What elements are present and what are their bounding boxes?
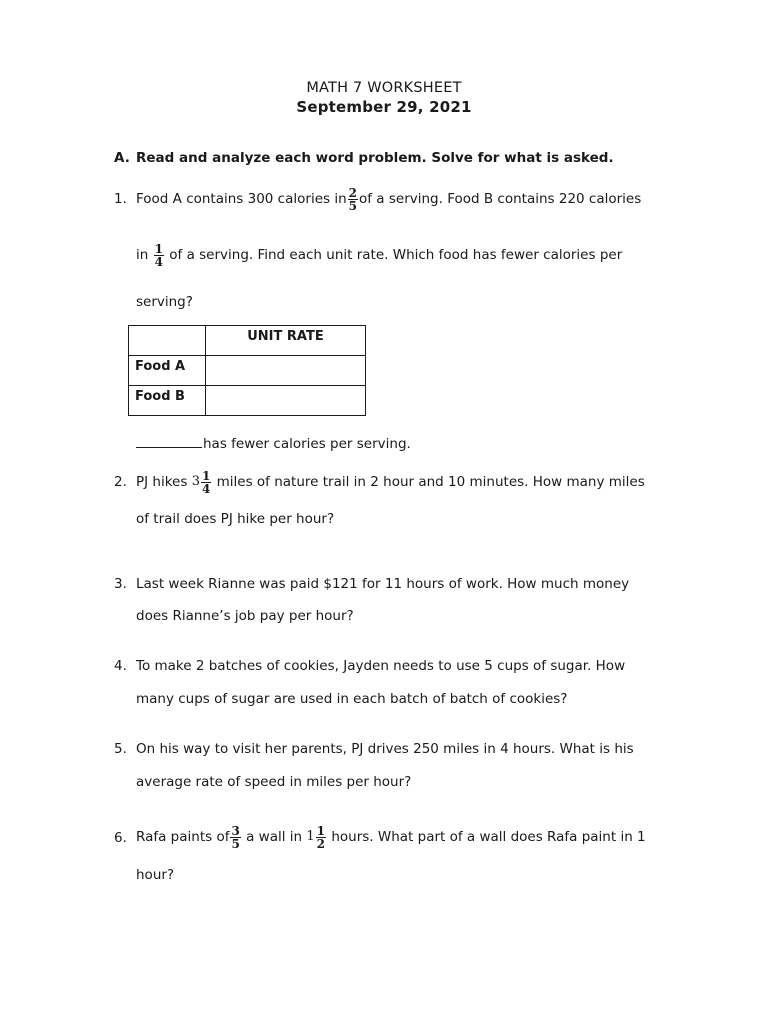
- q2-fraction-one-fourth: [201, 470, 211, 495]
- q4-line2: many cups of sugar are used in each batch of batch of cookies?: [136, 691, 568, 707]
- worksheet-title: MATH 7 WORKSHEET: [306, 80, 462, 96]
- q1-number: 1.: [114, 191, 127, 207]
- fraction-numerator: 1: [316, 823, 326, 838]
- fraction-denominator: 2: [316, 836, 326, 851]
- q1-line3: serving?: [136, 294, 193, 310]
- fraction-denominator: 5: [348, 198, 357, 213]
- q6-line1-text-b: a wall in: [246, 829, 303, 845]
- q6-whole-number: 1: [306, 829, 315, 844]
- unit-rate-table: [128, 325, 366, 416]
- fraction-numerator: 1: [201, 468, 211, 483]
- q2-line1-text-a: PJ hikes: [136, 474, 188, 490]
- q6-fraction-three-fifths: [230, 825, 240, 850]
- fraction-denominator: 4: [201, 481, 211, 496]
- q2-line1-text-b: miles of nature trail in 2 hour and 10 minutes. How many miles: [216, 474, 645, 490]
- fraction-denominator: 4: [154, 254, 163, 269]
- q6-line1-text-a: Rafa paints of: [136, 829, 230, 845]
- q2-line1: [136, 463, 645, 501]
- table-row: [129, 356, 366, 386]
- q2-whole-number: 3: [191, 474, 200, 489]
- q3-line1: Last week Rianne was paid $121 for 11 hours of work. How much money: [136, 576, 630, 592]
- q2-line2: of trail does PJ hike per hour?: [136, 511, 335, 527]
- q1-line2: [136, 236, 622, 274]
- q6-line2: hour?: [136, 867, 175, 883]
- answer-blank[interactable]: [136, 446, 202, 448]
- q1-line2-text-b: of a serving. Find each unit rate. Which food has fewer calories per: [169, 247, 623, 263]
- food-a-label: Food A: [129, 356, 206, 386]
- section-a-instruction: Read and analyze each word problem. Solve for what is asked.: [136, 150, 614, 166]
- table-corner-cell: [129, 326, 206, 356]
- table-row: [129, 386, 366, 416]
- q2-number: 2.: [114, 474, 127, 490]
- fraction-denominator: 5: [231, 836, 240, 851]
- section-a-label: A.: [114, 150, 130, 166]
- q1-fraction-one-fourth: [154, 243, 164, 268]
- fraction-numerator: 3: [231, 823, 240, 838]
- q1-fraction-two-fifths: [348, 187, 358, 212]
- q3-number: 3.: [114, 576, 127, 592]
- q1-line1-text-b: of a serving. Food B contains 220 calories: [359, 191, 642, 207]
- food-b-unit-rate-cell[interactable]: [206, 386, 366, 416]
- q1-line1: [136, 180, 641, 218]
- q6-line1: [136, 818, 646, 856]
- fraction-numerator: 1: [154, 241, 163, 256]
- food-a-unit-rate-cell[interactable]: [206, 356, 366, 386]
- worksheet-date: September 29, 2021: [296, 98, 472, 116]
- q6-line1-text-c: hours. What part of a wall does Rafa paint in 1: [331, 829, 646, 845]
- q1-line1-text-a: Food A contains 300 calories in: [136, 191, 347, 207]
- q1-answer-line: [136, 435, 411, 453]
- q3-line2: does Rianne’s job pay per hour?: [136, 608, 354, 624]
- q5-line1: On his way to visit her parents, PJ drives 250 miles in 4 hours. What is his: [136, 741, 634, 757]
- unit-rate-header: UNIT RATE: [206, 326, 366, 356]
- q1-line2-text-a: in: [136, 247, 149, 263]
- fraction-numerator: 2: [348, 185, 357, 200]
- q6-fraction-one-half: [316, 825, 326, 850]
- q4-number: 4.: [114, 658, 127, 674]
- q4-line1: To make 2 batches of cookies, Jayden needs to use 5 cups of sugar. How: [136, 658, 626, 674]
- q1-answer-text: has fewer calories per serving.: [203, 436, 411, 452]
- q5-number: 5.: [114, 741, 127, 757]
- q6-number: 6.: [114, 830, 127, 846]
- table-header-row: [129, 326, 366, 356]
- q5-line2: average rate of speed in miles per hour?: [136, 774, 412, 790]
- food-b-label: Food B: [129, 386, 206, 416]
